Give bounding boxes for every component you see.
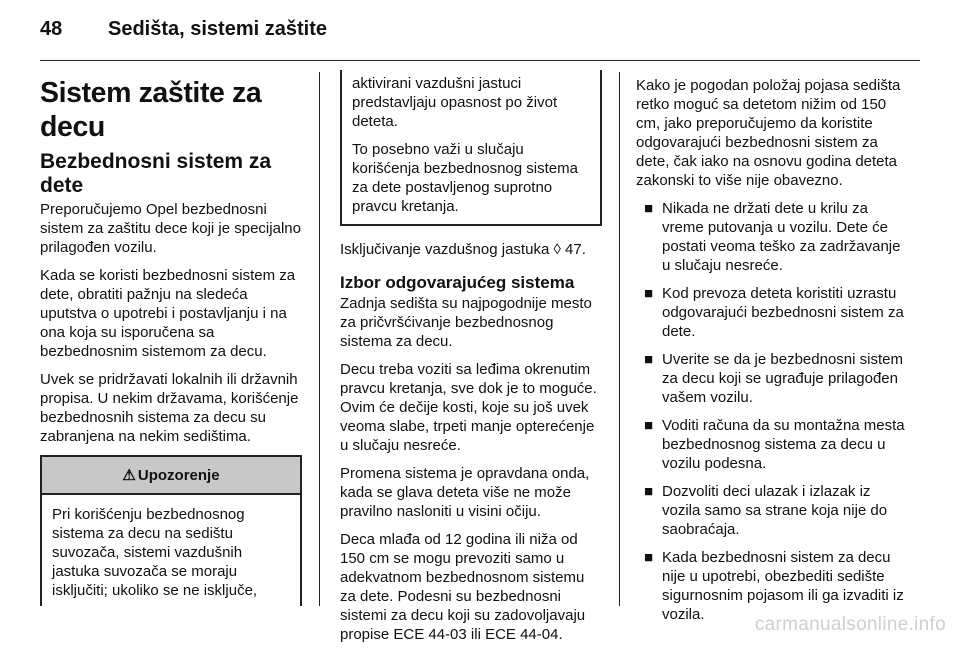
list-item bbox=[636, 199, 906, 275]
list-item bbox=[636, 284, 906, 341]
bullet-icon: ■ bbox=[644, 351, 654, 368]
page-header bbox=[40, 18, 920, 50]
paragraph: Kako je pogodan položaj pojasa sedišta retko moguć sa detetom nižim od 150 cm, jako preporučujemo da koristite odgovarajući bezbednosni sistem za dete, čak iako na osnovu godina deteta zakonski to više nije obavezno. bbox=[636, 77, 901, 189]
column-2 bbox=[340, 72, 602, 653]
paragraph: Preporučujemo Opel bezbednosni sistem za zaštitu dece koji je specijalno prilagođen vozilu. bbox=[40, 201, 301, 256]
bullet-list bbox=[636, 199, 906, 624]
list-item-text: Dozvoliti deci ulazak i izlazak iz vozila samo sa strane koja nije do saobraćaja. bbox=[662, 483, 888, 538]
bullet-icon: ■ bbox=[644, 200, 654, 217]
section-heading: Bezbednosni sistem za dete bbox=[40, 150, 272, 197]
warning-box bbox=[40, 455, 302, 606]
section-title: Sedišta, sistemi zaštite bbox=[108, 18, 327, 40]
cross-reference bbox=[340, 240, 602, 259]
cross-reference-text: Isključivanje vazdušnog jastuka bbox=[340, 241, 554, 258]
list-item bbox=[636, 482, 906, 539]
paragraph: Zadnja sedišta su najpogodnije mesto za pričvršćivanje bezbednosnog sistema za decu. bbox=[340, 295, 592, 350]
watermark: carmanualsonline.info bbox=[754, 614, 946, 635]
list-item-text: Kod prevoza deteta koristiti uzrastu odgovarajući bezbednosni sistem za dete. bbox=[662, 285, 904, 340]
warning-header bbox=[42, 457, 300, 495]
bullet-icon: ■ bbox=[644, 417, 654, 434]
column-3 bbox=[636, 76, 906, 633]
chapter-heading: Sistem zaštite za decu bbox=[40, 77, 262, 143]
bullet-icon: ■ bbox=[644, 549, 654, 566]
column-divider-1 bbox=[319, 72, 320, 606]
warning-text: aktivirani vazdušni jastuci predstavljaju opasnost po život deteta. bbox=[352, 75, 558, 130]
bullet-icon: ■ bbox=[644, 285, 654, 302]
paragraph: Deca mlađa od 12 godina ili niža od 150 cm se mogu prevoziti samo u adekvatnom bezbednosnom sistemu za dete. Podesni su bezbednosni sistemi za decu koji su zadovoljavaju propise ECE 44-03 ili ECE 44-04. bbox=[340, 531, 586, 643]
paragraph: Kada se koristi bezbednosni sistem za dete, obratiti pažnju na sledeća uputstva o upotrebi i postavljanju i na ona koja su isporučena sa bezbednosnim sistemom za decu. bbox=[40, 267, 296, 360]
header-divider bbox=[40, 60, 920, 61]
list-item-text: Kada bezbednosni sistem za decu nije u upotrebi, obezbediti sedište sigurnosnim pojasom ili ga izvaditi iz vozila. bbox=[662, 549, 904, 623]
paragraph: Promena sistema je opravdana onda, kada se glava deteta više ne može pravilno nasloniti u visini očiju. bbox=[340, 465, 590, 520]
page-number: 48 bbox=[40, 18, 63, 40]
warning-title: Upozorenje bbox=[137, 466, 220, 484]
list-item bbox=[636, 416, 906, 473]
warning-triangle-icon: ⚠ bbox=[122, 466, 136, 484]
warning-box-continued bbox=[340, 70, 602, 226]
page-reference-icon: ◊ bbox=[553, 241, 561, 258]
column-1 bbox=[40, 76, 302, 606]
list-item bbox=[636, 350, 906, 407]
subsection-heading: Izbor odgovarajućeg sistema bbox=[340, 273, 575, 292]
list-item-text: Nikada ne držati dete u krilu za vreme putovanja u vozilu. Dete će postati veoma teško za zadržavanje u slučaju nesreće. bbox=[662, 200, 901, 274]
paragraph: Uvek se pridržavati lokalnih ili državnih propisa. U nekim državama, korišćenje bezbednosnih sistema za decu su zabranjena na nekim sedištima. bbox=[40, 371, 299, 445]
column-divider-2 bbox=[619, 72, 620, 606]
list-item-text: Voditi računa da su montažna mesta bezbednosnog sistema za decu u vozilu podesna. bbox=[662, 417, 905, 472]
list-item-text: Uverite se da je bezbednosni sistem za decu koji se ugrađuje prilagođen vašem vozilu. bbox=[662, 351, 903, 406]
paragraph: Decu treba voziti sa leđima okrenutim pravcu kretanja, sve dok je to moguće. Ovim će dečije kosti, koje su još uvek veoma slabe, trpeti manje opterećenje u slučaju nesreće. bbox=[340, 361, 597, 454]
warning-text: To posebno važi u slučaju korišćenja bezbednosnog sistema za dete postavljenog suprotno pravcu kretanja. bbox=[352, 141, 578, 215]
bullet-icon: ■ bbox=[644, 483, 654, 500]
warning-text: Pri korišćenju bezbednosnog sistema za decu na sedištu suvozača, sistemi vazdušnih jastuka suvozača se moraju isključiti; ukoliko se ne isključe, bbox=[52, 506, 258, 599]
list-item bbox=[636, 548, 906, 624]
cross-reference-page: 47. bbox=[565, 241, 586, 258]
